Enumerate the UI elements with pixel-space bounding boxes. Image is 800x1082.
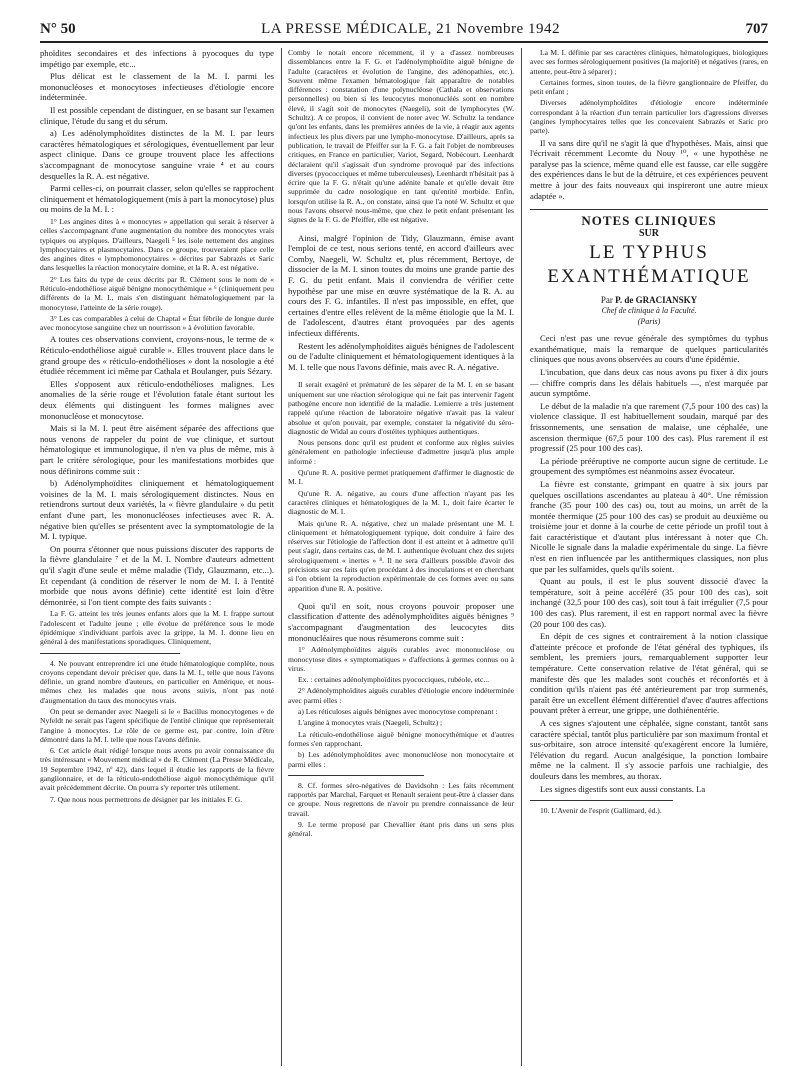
list-item: La réticulo-endothéliose aiguë bénigne monocythémique et d'autres formes s'en rapprochant.	[288, 729, 514, 748]
small-paragraph: Qu'une R. A. positive permet pratiquement d'affirmer le diagnostic de M. I.	[288, 468, 514, 487]
paragraph: b) Adénolymphoïdites cliniquement et hématologiquement voisines de la M. I. mais sérologiquement distinctes. Nous en retiendrons surtout deux variétés, la « fièvre glandulaire » du petit enfant d'une part, les mononucléoses infectieuses avec R. A. négative bien qu'elles se présentent avec la symptomatologie de la M. I. typique.	[40, 478, 274, 542]
small-paragraph: Il serait exagéré et prématuré de les séparer de la M. I. en se basant uniquement sur une réaction sérologique qui ne fait pas intervenir l'agent pathogène encore non identifié de la maladie. Lemierre a très justement rappelé qu'une réaction de laboratoire négative n'avait pas la valeur absolue et qu'on pouvait, par exemple, constater la négativité du séro-diagnostic de Widal au cours d'ostéites typhiques authentiques.	[288, 380, 514, 436]
small-paragraph: Diverses adénolymphoïdites d'étiologie encore indéterminée correspondant à la réaction d'un terrain particulier lors d'agressions diverses (angines lymphocytaires telles que les concevaient Sabrazès et Saric pro parte).	[530, 98, 768, 136]
column-divider	[281, 48, 282, 1066]
paragraph: Quant au pouls, il est le plus souvent dissocié d'avec la température, soit à peine accéléré (35 pour 100 des cas), soit inchangé (32,5 pour 100 des cas), soit tout à fait irrégulier (7,5 pour 100 des cas). Plus rarement, il est en rapport normal avec la fièvre (20 pour 100 des cas).	[530, 576, 768, 629]
paragraph: En dépit de ces signes et contrairement à la notion classique d'atteinte précoce et profonde de l'état général des typhiques, ils semblent, les premiers jours, remarquablement supporter leur température. Cette conservation relative de l'état général, qui se manifeste dès que les malades sont couchés et réconfortés et à condition qu'ils n'aient pas été antérieurement par trop surmenés, paraît être un excellent élément différentiel d'avec d'autres affections pouvant prêter à erreur, une grippe, une dothiénentérie.	[530, 631, 768, 716]
author-name: P. de GRACIANSKY	[615, 295, 698, 306]
column-3	[530, 48, 768, 1066]
footnote-rule	[40, 653, 180, 654]
paragraph: Il est possible cependant de distinguer, en se basant sur l'examen clinique, l'étude du sang et du sérum.	[40, 104, 274, 126]
footnote: On peut se demander avec Naegeli si le « Bacillus monocytogenes » de Nyfeldt ne serait pas l'agent spécifique de l'entité clinique que représenterait l'angine à monocytes. Le rôle de ce germe est, par contre, loin d'être démontré dans la M. I. telle que nous l'avons définie.	[40, 706, 274, 744]
paragraph: A ces signes s'ajoutent une céphalée, signe constant, tantôt sans caractère spécial, tantôt plus particulière par son maximum frontal et sus-orbitaire, son atroce intensité qu'exagèrent encore la lumière, l'élévation du regard. Aucun analgésique, la ponction lombaire même ne la calment. Il s'y associe parfois une rachialgie, des douleurs dans les membres, au thorax.	[530, 717, 768, 781]
small-paragraph: 3° Les cas comparables à celui de Chaptal « État fébrile de longue durée avec monocytose sanguine chez un nourrisson » à évolution favorable.	[40, 313, 274, 333]
author-affiliation: Chef de clinique à la Faculté.	[601, 306, 697, 316]
footnote: 9. Le terme proposé par Chevallier étant pris dans un sens plus général.	[288, 820, 514, 839]
list-item: 1° Adénolymphoïdites aiguës curables avec mononucléose ou monocytose dites « symptomatiques » d'affections à germes connus ou à virus.	[288, 645, 514, 673]
author-line	[530, 295, 768, 306]
article-title-line-1: LE TYPHUS	[589, 242, 709, 264]
paragraph: Le début de la maladie n'a que rarement (7,5 pour 100 des cas) la violence classique. Il est habituellement soudain, marqué par des frissonnements, une sensation de malaise, une céphalée, une ascension thermique (67,5 pour 100 des cas). Plus rarement il est progressif (25 pour 100 des cas).	[530, 400, 768, 454]
small-paragraph: Comby le notait encore récemment, il y a d'assez nombreuses dissemblances entre la F. G. et l'adénolymphoïdite aiguë bénigne de l'adulte (caractères et évolution de l'angine, des adénopathies, etc.). Souvent même l'examen hématologique fait apparaître de notables différences : constatation d'une polynucléose (Cathala et observations personnelles) ou bien si les leucocytes mononucléés sont en nombre élevé, il s'agit soit de monocytes (Naegeli), soit de lymphocytes (W. Schultz). A ce propos, il convient de noter avec W. Schultz la tendance qu'ont les enfants, dans les premières années de la vie, à réagir aux agents infectieux les plus divers par une lympho-monocytose. D'ailleurs, après sa publication, le travail de Pfeiffer sur la F. G. a fait l'objet de nombreuses critiques, en France en particulier, Variot, Segard, Nobécourt. Leenhardt déclaraient qu'il s'agissait d'un syndrome provoqué par des infections diverses (pyococciques et même tuberculeuses), Leenhardt n'hésitait pas à écrire que la F. G. n'était qu'une adénite banale et qu'elle devait être supprimée du cadre nosologique en tant qu'entité morbide. Enfin, lorsqu'on utilise la R. A., on constate, ainsi que l'a noté W. Schultz et que nous l'avons observé nous-même, que chez le petit enfant présentant les signes de la F. G. de Pfeiffer, elle est négative.	[288, 48, 514, 225]
article-title-line-2: EXANTHÉMATIQUE	[547, 266, 751, 288]
paragraph: Quoi qu'il en soit, nous croyons pouvoir proposer une classification d'attente des adénolymphoïdites aiguës bénignes ⁹ s'accompagnant d'augmentation des leucocytes dits mononucléaires que nous résumerons comme suit :	[288, 600, 514, 643]
paragraph: Restent les adénolymphoïdites aiguës bénignes de l'adolescent ou de l'adulte cliniquement et hématologiquement identiques à la M. I. telle que nous l'avons définie, mais avec R. A. négative.	[288, 340, 514, 372]
paragraph: L'incubation, que dans deux cas nous avons pu fixer à dix jours — chiffre compris dans les délais habituels —, n'est marquée par aucun symptôme.	[530, 366, 768, 399]
small-paragraph: Nous pensons donc qu'il est prudent et conforme aux règles suivies généralement en pathologie infectieuse d'admettre jusqu'à plus ample informé :	[288, 438, 514, 466]
paragraph: A toutes ces observations convient, croyons-nous, le terme de « Réticulo-endothéliose aiguë curable ». Elles trouvent place dans le grand groupe des « réticulo-endothélioses » dont la nosologie a été étudiée récemment ici même par Cathala et Boulanger, puis Sézary.	[40, 334, 274, 377]
paragraph: phoïdites secondaires et des infections à pyocoques du type impétigo par exemple, etc...	[40, 48, 274, 69]
paragraph: Ceci n'est pas une revue générale des symptômes du typhus exanthématique, mais la remarque de quelques particularités cliniques que nous avons observées au cours d'une épidémie.	[530, 333, 768, 365]
paragraph: La période prééruptive ne comporte aucun signe de certitude. Le groupement des symptômes est néanmoins assez évocateur.	[530, 455, 768, 477]
footnote: 6. Cet article était rédigé lorsque nous avons pu avoir connaissance du très intéressant « Mouvement médical » de R. Clément (La Presse Médicale, 19 Septembre 1942, nº 42), dans lequel il étudie les rapports de la fièvre ganglionnaire, et de la réticulo-endothéliose aiguë monocythémique qu'il avait précédemment décrite. On pourra s'y reporter très utilement.	[40, 746, 274, 793]
paragraph: Ainsi, malgré l'opinion de Tidy, Glauzmann, émise avant l'emploi de ce test, nous serions tenté, en accord d'ailleurs avec Comby, Naegeli, W. Schultz et, plus récemment, Bertoye, de dissocier de la M. I. sinon toutes du moins une grande partie des F. G. du petit enfant. Mais il conviendra de vérifier cette hypothèse par une mise en œuvre systématique de la R. A. au cours des F. G. infantiles. Il n'est pas impossible, en effet, que certaines d'entre elles relèvent de la même étiologie que la M. I. de l'adolescent, d'autres étant provoquées par des agents infectieux différents.	[288, 232, 514, 338]
page-number: 707	[745, 21, 768, 37]
footnote-rule	[288, 775, 424, 776]
journal-title: LA PRESSE MÉDICALE, 21 Novembre 1942	[261, 21, 560, 37]
footnote: 7. Que nous nous permettrons de désigner par les initiales F. G.	[50, 794, 243, 804]
author-city: (Paris)	[637, 316, 661, 326]
section-subheading: SUR	[638, 227, 659, 239]
list-item: L'angine à monocytes vrais (Naegeli, Schultz) ;	[298, 718, 443, 728]
issue-number: N° 50	[40, 21, 76, 37]
footnote: 8. Cf. formes séro-négatives de Davidsohn : Les faits récemment rapportés par Marchal, Farquet et Renault seraient peut-être à classer dans ce groupe. Nous regrettons de n'avoir pu prendre connaissance de leur travail.	[288, 780, 514, 818]
paragraph: Plus délicat est le classement de la M. I. parmi les mononucléoses et monocytoses infectieuses d'étiologie encore indéterminée.	[40, 71, 274, 103]
footnote-rule	[530, 800, 673, 801]
paragraph: Les signes digestifs sont eux aussi constants. La	[540, 783, 706, 794]
paragraph: Parmi celles-ci, on pourrait classer, selon qu'elles se rapprochent cliniquement et hématologiquement (mis à part la monocytose) plus ou moins de la M. I. :	[40, 183, 274, 215]
column-2	[288, 48, 514, 1066]
paragraph: Il va sans dire qu'il ne s'agit là que d'hypothèses. Mais, ainsi que l'écrivait récemment Lecomte du Nouy ¹⁰, « une hypothèse ne paralyse pas la science, même quand elle est fausse, car elle suggère des expériences dans le but de la détruire, et ces expériences peuvent mettre à jour des faits nouveaux qui inspireront une autre mieux adaptée ».	[530, 137, 768, 201]
paragraph: Mais si la M. I. peut être aisément séparée des affections que nous venons de rappeler du point de vue clinique, et surtout hématologique et immunologique, il n'en va plus de même, mis à part le critère sérologique, pour les manifestations morbides que nous définirons comme suit :	[40, 423, 274, 476]
footnote: 4. Ne pouvant entreprendre ici une étude hématologique complète, nous croyons cependant devoir préciser que, dans la M. I., telle que nous l'avons définie, un grand nombre d'auteurs, en particulier en Amérique, et nous-mêmes chez les malades que nous avons suivis, n'ont pas noté d'augmentation du taux des monocytes vrais.	[40, 658, 274, 705]
small-paragraph: Certaines formes, sinon toutes, de la fièvre ganglionnaire de Pfeiffer, du petit enfant ;	[530, 77, 768, 97]
small-paragraph: Mais qu'une R. A. négative, chez un malade présentant une M. I. cliniquement et hématologiquement typique, doit conduire à faire des réserves sur l'étiologie de l'affection dont il est atteint et à admettre qu'il peut s'agir, dans certains cas, de M. I. authentique évoluant chez des sujets sérologiquement « inertes » ⁸. Il ne sera d'ailleurs possible d'avoir des précisions sur ces faits qu'en procédant à des inoculations et en cherchant si l'on obtient la reproduction expérimentale de ces formes avec ou sans apparition d'une R. A. positive.	[288, 518, 514, 593]
page-header	[40, 14, 768, 43]
list-item: Ex. : certaines adénolymphoïdites pyococciques, rubéole, etc...	[298, 675, 490, 685]
section-heading: NOTES CLINIQUES	[581, 213, 717, 229]
small-paragraph: 2° Les faits du type de ceux décrits par R. Clément sous le nom de « Réticulo-endothéliose aiguë bénigne monocythémique » ⁶ (cliniquement peu différents de la M. I., mais s'en distinguant hématologiquement par la monocytose, l'atteinte de la série rouge).	[40, 274, 274, 312]
list-item: b) Les adénolymphoïdites avec mononucléose non monocytaire et parmi elles :	[288, 750, 514, 769]
list-item: 2° Adénolymphoïdites aiguës curables d'étiologie encore indéterminée avec parmi elles :	[288, 686, 514, 705]
list-item: a) Les réticuloses aiguës bénignes avec monocytose comprenant :	[298, 707, 498, 717]
column-divider	[521, 48, 522, 1066]
paragraph: a) Les adénolymphoïdites distinctes de la M. I. par leurs caractères hématologiques et sérologiques, éventuellement par leur aspect clinique. Dans ce groupe trouvent place les affections s'accompagnant de monocytose sanguine vraie ⁴ et au cours desquelles la R. A. est négative.	[40, 128, 274, 181]
paragraph: On pourra s'étonner que nous puissions discuter des rapports de la fièvre glandulaire ⁷ et de la M. I. Nombre d'auteurs admettent qu'il s'agit d'une seule et même maladie (Tidy, Glauzmann, etc...). Et cependant (à condition de réserver le nom de M. I. à l'entité morbide que nous avons définie) cette identité est loin d'être démontrée, si l'on tient compte des faits suivants :	[40, 543, 274, 607]
author-prefix: Par	[600, 295, 613, 306]
small-paragraph: La F. G. atteint les très jeunes enfants alors que la M. I. frappe surtout l'adolescent et l'adulte jeune ; elle évolue de préférence sous le mode épidémique s'individuant parfois avec la grippe, la M. I. donne lieu en général à des manifestations sporadiques. Cliniquement,	[40, 609, 274, 647]
article-title-block	[530, 213, 768, 327]
footnote: 10. L'Avenir de l'esprit (Gallimard, éd.).	[540, 806, 662, 816]
section-rule	[530, 209, 768, 210]
column-1	[40, 48, 274, 1066]
small-paragraph: La M. I. définie par ses caractères cliniques, hématologiques, biologiques avec ses formes sérologiquement positives (la majorité) et négatives (rares, en attente, peut-être à séparer) ;	[530, 48, 768, 76]
small-paragraph: 1° Les angines dites à « monocytes » appellation qui serait à réserver à celles s'accompagnant d'une augmentation du nombre des monocytes vrais typiques ou atypiques. D'ailleurs, Naegeli ⁵ les isole nettement des angines lymphocytaires et plasmocytaires. Dans ce groupe, trouveraient place celle des angines dites « lymphomonocytaires » décrites par Sabrazès et Saric dans lesquelles la réaction monocytaire domine, et la R. A. est négative.	[40, 216, 274, 273]
paragraph: La fièvre est constante, grimpant en quatre à six jours par quelques oscillations ascendantes au plateau à 40°. Une rémission franche (35 pour 100 des cas) ou, tout au moins, un arrêt de la montée thermique (25 pour 100 des cas) se produit au deuxième ou troisième jour et donne à la courbe de cette période un profil tout à fait caractéristique et d'autant plus intéressant à noter que Ch. Nicolle le signale dans la maladie expérimentale du singe. La fièvre n'est en rien influencée par les antithermiques classiques, non plus que par les sulfamides, quels qu'ils soient.	[530, 478, 768, 574]
paragraph: Elles s'opposent aux réticulo-endothélioses malignes. Les anomalies de la série rouge et l'évolution fatale étant surtout les deux éléments qui distinguent les formes malignes avec mononucléose et monocytose.	[40, 378, 274, 421]
small-paragraph: Qu'une R. A. négative, au cours d'une affection n'ayant pas les caractères cliniques et hématologiques de la M. I., doit faire écarter le diagnostic de M. I.	[288, 488, 514, 517]
